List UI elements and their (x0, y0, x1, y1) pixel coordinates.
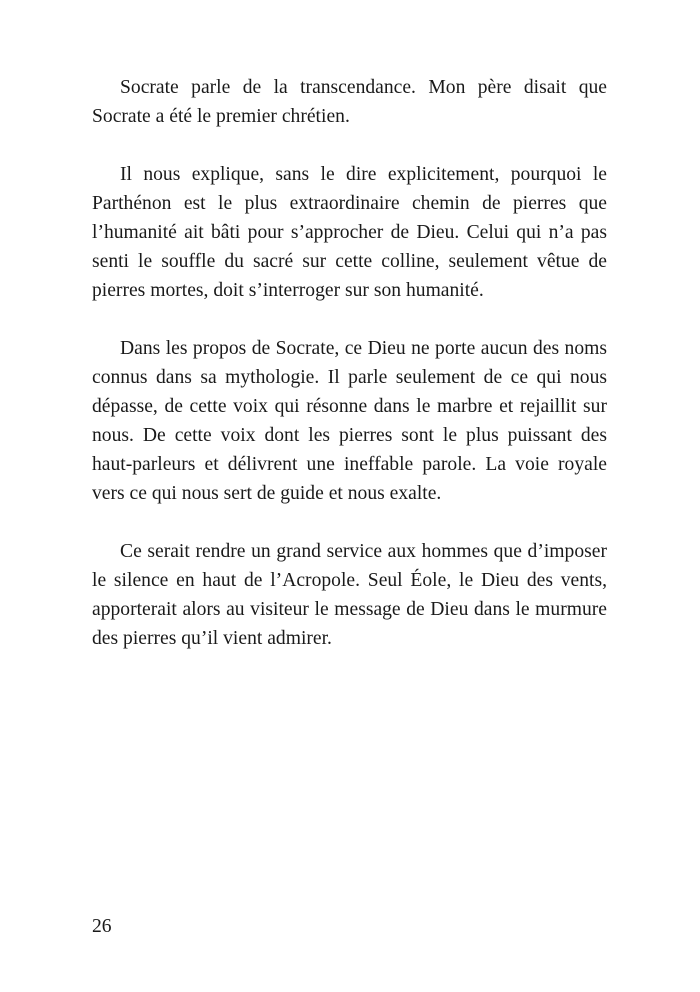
paragraph-3: Dans les propos de Socrate, ce Dieu ne porte aucun des noms connus dans sa mythologie. Il parle seulement de ce qui nous dépasse, de cette voix qui résonne dans le marbre et rejaillit sur nous. De cette voix dont les pierres sont le plus puissant des haut-parleurs et délivrent une ineffable parole. La voie royale vers ce qui nous sert de guide et nous exalte. (92, 338, 607, 504)
paragraph-1: Socrate parle de la transcendance. Mon père disait que Socrate a été le premier chrétien. (92, 77, 607, 127)
paragraph-4: Ce serait rendre un grand service aux hommes que d’imposer le silence en haut de l’Acropole. Seul Éole, le Dieu des vents, apporterait alors au visiteur le message de Dieu dans le murmure des pierres qu’il vient admirer. (92, 541, 607, 649)
paragraph-2: Il nous explique, sans le dire explicitement, pourquoi le Parthénon est le plus extraordinaire chemin de pierres que l’humanité ait bâti pour s’approcher de Dieu. Celui qui n’a pas senti le souffle du sacré sur cette colline, seulement vêtue de pierres mortes, doit s’interroger sur son humanité. (92, 164, 607, 301)
body-text (92, 73, 607, 682)
page-number: 26 (92, 916, 112, 937)
